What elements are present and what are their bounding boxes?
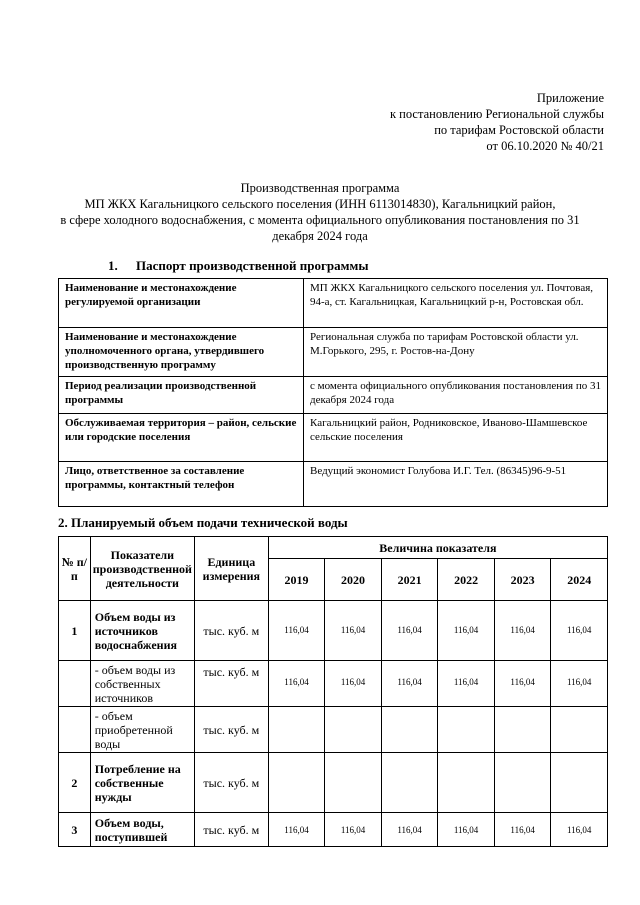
year-header: 2024 — [551, 559, 608, 601]
row-value: 116,04 — [381, 661, 438, 707]
appendix-line: по тарифам Ростовской области — [434, 123, 604, 137]
title-line: Производственная программа — [240, 181, 400, 195]
passport-label: Наименование и местонахождение регулируемой организации — [59, 279, 304, 328]
table-row — [59, 279, 608, 328]
table-row — [59, 414, 608, 462]
row-value: 116,04 — [325, 661, 382, 707]
passport-label: Период реализации производственной программы — [59, 377, 304, 414]
table-row — [59, 813, 608, 847]
passport-value: МП ЖКХ Кагальницкого сельского поселения ул. Почтовая, 94-а, ст. Кагальницкая, Кагальницкий р-н, Ростовская обл. — [304, 279, 608, 328]
table-row — [59, 707, 608, 753]
row-indicator: Объем воды из источников водоснабжения — [90, 601, 194, 661]
row-num: 2 — [59, 753, 91, 813]
table-row — [59, 462, 608, 507]
year-header: 2023 — [494, 559, 551, 601]
col-header-num: № п/п — [59, 537, 91, 601]
passport-label: Наименование и местонахождение уполномоченного органа, утвердившего производственную программу — [59, 328, 304, 377]
row-value — [381, 753, 438, 813]
row-value — [494, 753, 551, 813]
row-value: 116,04 — [551, 601, 608, 661]
row-value — [551, 753, 608, 813]
appendix-date: от 06.10.2020 № 40/21 — [486, 139, 604, 153]
passport-value: Ведущий экономист Голубова И.Г. Тел. (86345)96-9-51 — [304, 462, 608, 507]
col-header-value: Величина показателя — [268, 537, 607, 559]
row-indicator: - объем воды из собственных источников — [90, 661, 194, 707]
year-header: 2021 — [381, 559, 438, 601]
document-title — [40, 180, 600, 244]
year-header: 2022 — [438, 559, 495, 601]
year-header: 2020 — [325, 559, 382, 601]
row-unit: тыс. куб. м — [194, 601, 268, 661]
passport-value: Региональная служба по тарифам Ростовской области ул. М.Горького, 295, г. Ростов-на-Дону — [304, 328, 608, 377]
row-num: 3 — [59, 813, 91, 847]
passport-label: Лицо, ответственное за составление программы, контактный телефон — [59, 462, 304, 507]
table-row — [59, 661, 608, 707]
row-value — [438, 707, 495, 753]
row-value: 116,04 — [381, 813, 438, 847]
row-unit: тыс. куб. м — [194, 813, 268, 847]
row-value: 116,04 — [551, 813, 608, 847]
appendix-line: к постановлению Региональной службы — [389, 107, 604, 121]
row-value: 116,04 — [494, 601, 551, 661]
row-value: 116,04 — [551, 661, 608, 707]
passport-value: Кагальницкий район, Родниковское, Иваново-Шамшевское сельские поселения — [304, 414, 608, 462]
row-num: 1 — [59, 601, 91, 661]
row-value: 116,04 — [438, 661, 495, 707]
title-line: МП ЖКХ Кагальницкого сельского поселения (ИНН 6113014830), Кагальницкий район, — [84, 197, 556, 211]
volume-table — [58, 536, 608, 847]
row-num — [59, 661, 91, 707]
row-value — [438, 753, 495, 813]
row-value: 116,04 — [381, 601, 438, 661]
row-indicator: Потребление на собственные нужды — [90, 753, 194, 813]
section-2-heading: 2. Планируемый объем подачи технической воды — [58, 515, 348, 530]
section-1-heading — [108, 258, 369, 274]
col-header-unit: Единица измерения — [194, 537, 268, 601]
row-value: 116,04 — [268, 601, 325, 661]
row-value — [494, 707, 551, 753]
row-value — [268, 753, 325, 813]
col-header-indicator: Показатели производственной деятельности — [90, 537, 194, 601]
row-unit: тыс. куб. м — [194, 753, 268, 813]
table-row — [59, 601, 608, 661]
appendix-line: Приложение — [536, 91, 604, 105]
row-value: 116,04 — [494, 661, 551, 707]
row-value — [325, 707, 382, 753]
year-header: 2019 — [268, 559, 325, 601]
row-value: 116,04 — [325, 813, 382, 847]
title-line: декабря 2024 года — [272, 229, 368, 243]
table-row — [59, 753, 608, 813]
title-line: в сфере холодного водоснабжения, с момента официального опубликования постановления по 31 — [60, 213, 580, 227]
row-value: 116,04 — [268, 813, 325, 847]
row-value — [268, 707, 325, 753]
row-value: 116,04 — [268, 661, 325, 707]
passport-table — [58, 278, 608, 507]
appendix-header — [304, 90, 604, 154]
row-unit: тыс. куб. м — [194, 661, 268, 707]
section-title: Паспорт производственной программы — [136, 258, 369, 273]
section-number: 1. — [108, 258, 118, 273]
table-row — [59, 377, 608, 414]
header-row — [59, 537, 608, 559]
passport-value: с момента официального опубликования постановления по 31 декабря 2024 года — [304, 377, 608, 414]
row-value — [381, 707, 438, 753]
row-unit: тыс. куб. м — [194, 707, 268, 753]
row-value: 116,04 — [438, 813, 495, 847]
row-indicator: - объем приобретенной воды — [90, 707, 194, 753]
passport-label: Обслуживаемая территория – район, сельские или городские поселения — [59, 414, 304, 462]
row-num — [59, 707, 91, 753]
row-value: 116,04 — [494, 813, 551, 847]
table-row — [59, 328, 608, 377]
row-indicator: Объем воды, поступившей — [90, 813, 194, 847]
row-value — [325, 753, 382, 813]
row-value: 116,04 — [438, 601, 495, 661]
row-value: 116,04 — [325, 601, 382, 661]
row-value — [551, 707, 608, 753]
